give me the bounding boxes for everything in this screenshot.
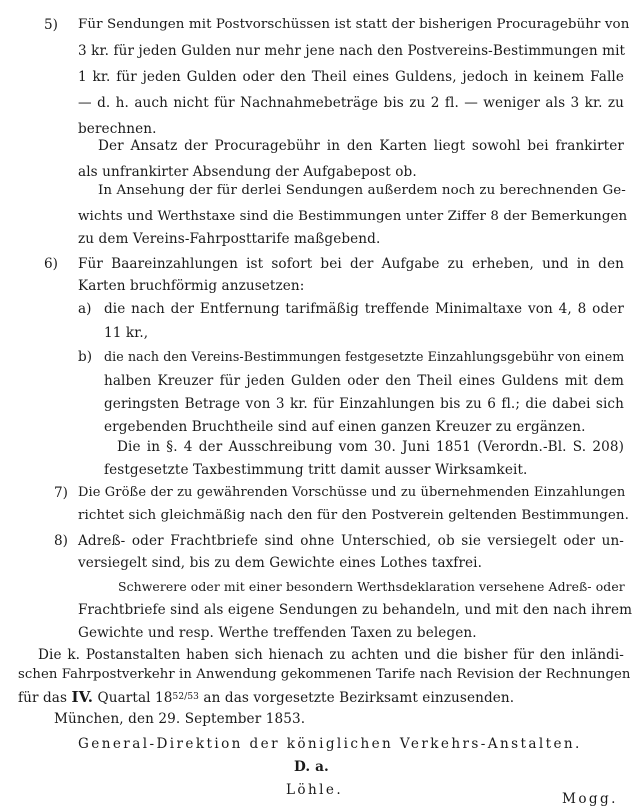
text-line: berechnen. xyxy=(78,121,157,137)
text-line: Schwerere oder mit einer besondern Werthsdeklaration versehene Adreß- oder xyxy=(118,579,625,594)
text-line: Karten bruchförmig anzusetzen: xyxy=(78,278,305,294)
text-line: die nach den Vereins-Bestimmungen festgesetzte Einzahlungsgebühr von einem xyxy=(104,349,625,364)
signatory-abbreviation: D. a. xyxy=(294,759,329,775)
text-line: geringsten Betrage von 3 kr. für Einzahlungen bis zu 6 fl.; die dabei sich xyxy=(104,396,624,412)
item-number: 6) xyxy=(44,256,58,272)
text-line: ergebenden Bruchtheile sind auf einen ganzen Kreuzer zu ergänzen. xyxy=(104,419,586,435)
text-line: Die Größe der zu gewährenden Vorschüsse und zu übernehmenden Einzahlungen xyxy=(78,485,626,500)
year-fraction: 52/53 xyxy=(172,692,199,702)
text-line: 11 kr., xyxy=(104,325,149,341)
item-number: 8) xyxy=(54,533,68,549)
text-line: halben Kreuzer für jeden Gulden oder den Theil eines Guldens mit dem xyxy=(104,373,624,389)
signatory-name: Löhle. xyxy=(286,782,344,798)
text-line: — d. h. auch nicht für Nachnahmebeträge bis zu 2 fl. — weniger als 3 kr. zu xyxy=(78,95,624,111)
text-line: Für Baareinzahlungen ist sofort bei der Aufgabe zu erheben, und in den xyxy=(78,256,624,272)
quarter-prefix: für das xyxy=(18,690,72,706)
item-number: 5) xyxy=(44,17,58,33)
text-line: Frachtbriefe sind als eigene Sendungen zu behandeln, und mit den nach ihrem xyxy=(78,602,633,618)
text-line: richtet sich gleichmäßig nach den für den Postverein geltenden Bestimmungen. xyxy=(78,508,629,523)
text-line: die nach der Entfernung tarifmäßig treffende Minimaltaxe von 4, 8 oder xyxy=(104,301,624,317)
text-line: 1 kr. für jeden Gulden oder den Theil eines Guldens, jedoch in keinem Falle xyxy=(78,69,624,85)
text-line: wichts und Werthstaxe sind die Bestimmungen unter Ziffer 8 der Bemerkungen xyxy=(78,209,628,224)
quarter-numeral: IV. xyxy=(71,688,94,706)
text-line: Die k. Postanstalten haben sich hienach zu achten und die bisher für den inländi- xyxy=(38,647,624,663)
text-line: In Ansehung der für derlei Sendungen außerdem noch zu berechnenden Ge- xyxy=(98,183,626,198)
text-line: 3 kr. für jeden Gulden nur mehr jene nach den Postvereins-Bestimmungen mit xyxy=(78,43,626,59)
text-line: zu dem Vereins-Fahrposttarife maßgebend. xyxy=(78,231,381,247)
text-line: versiegelt sind, bis zu dem Gewichte eines Lothes taxfrei. xyxy=(78,555,483,571)
text-line: Für Sendungen mit Postvorschüssen ist statt der bisherigen Procuragebühr von xyxy=(78,17,630,32)
text-line: Die in §. 4 der Ausschreibung vom 30. Juni 1851 (Verordn.-Bl. S. 208) xyxy=(117,439,624,455)
subitem-letter: a) xyxy=(78,301,92,317)
text-line: festgesetzte Taxbestimmung tritt damit ausser Wirksamkeit. xyxy=(104,462,528,478)
text-line: Adreß- oder Frachtbriefe sind ohne Unterschied, ob sie versiegelt oder un- xyxy=(78,533,624,549)
text-line xyxy=(18,688,514,707)
year-prefix: 18 xyxy=(155,690,173,706)
issuing-authority: General-Direktion der königlichen Verkehrs-Anstalten. xyxy=(78,736,582,752)
item-number: 7) xyxy=(54,485,68,501)
date-line: München, den 29. September 1853. xyxy=(54,711,306,727)
quarter-suffix: an das vorgesetzte Bezirksamt einzusenden. xyxy=(198,690,515,706)
countersignatory-name: Mogg. xyxy=(562,791,618,807)
text-line: Der Ansatz der Procuragebühr in den Karten liegt sowohl bei frankirter xyxy=(98,138,624,154)
text-line: schen Fahrpostverkehr in Anwendung gekommenen Tarife nach Revision der Rechnungen xyxy=(18,667,631,682)
text-line: Gewichte und resp. Werthe treffenden Taxen zu belegen. xyxy=(78,625,477,641)
subitem-letter: b) xyxy=(78,349,93,365)
text-line: als unfrankirter Absendung der Aufgabepost ob. xyxy=(78,164,417,180)
quarter-label: Quartal xyxy=(93,690,156,706)
